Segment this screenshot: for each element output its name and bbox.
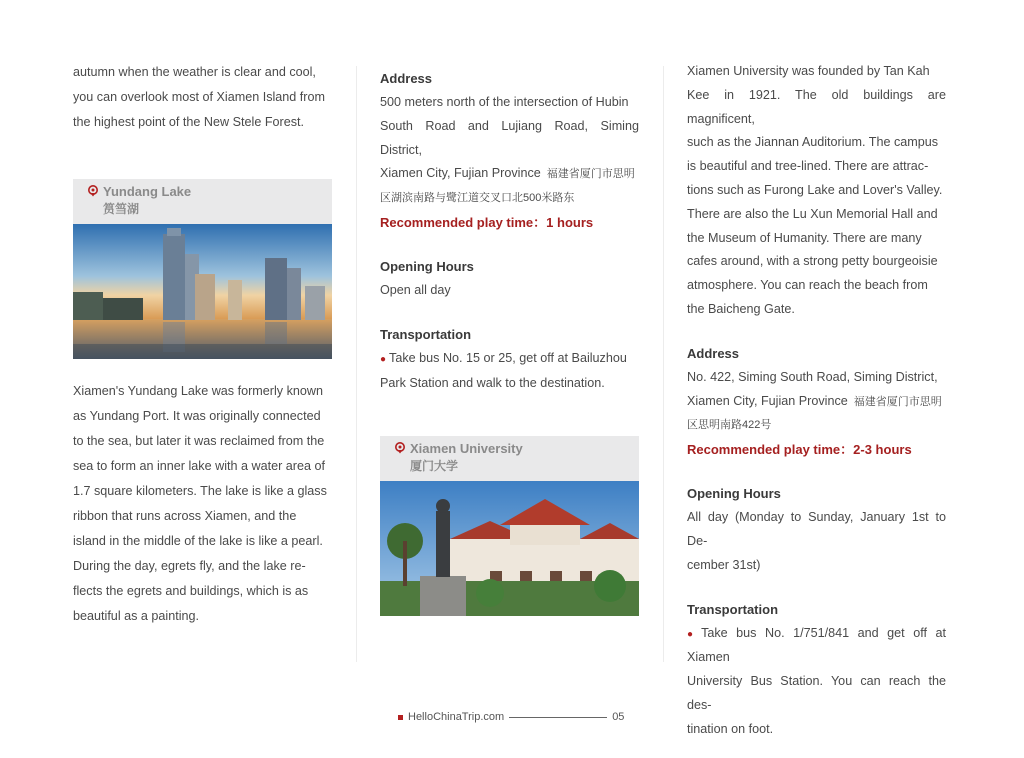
address-line: No. 422, Siming South Road, Siming District, bbox=[687, 369, 938, 384]
body-line: flects the egrets and buildings, which is as bbox=[73, 584, 309, 598]
address-en: Xiamen City, Fujian Province bbox=[687, 393, 848, 408]
intro-line: tions such as Furong Lake and Lover's Valley. bbox=[687, 182, 943, 197]
intro-line: you can overlook most of Xiamen Island from bbox=[73, 90, 325, 104]
intro-line: the Baicheng Gate. bbox=[687, 301, 795, 316]
transport-line: University Bus Station. You can reach the des- bbox=[687, 674, 946, 712]
transportation-heading: Transportation bbox=[380, 326, 472, 342]
address-zh-line: 区思明南路422号 bbox=[687, 419, 772, 432]
intro-line: atmosphere. You can reach the beach from bbox=[687, 278, 928, 293]
bullet-dot-icon: ● bbox=[380, 353, 387, 365]
transport-line bbox=[687, 622, 946, 671]
intro-line: cafes around, with a strong petty bourgeoisie bbox=[687, 254, 938, 269]
location-pin-icon bbox=[87, 185, 99, 197]
opening-hours-line: All day (Monday to Sunday, January 1st to De- bbox=[687, 510, 946, 548]
intro-line: the Museum of Humanity. There are many bbox=[687, 230, 922, 245]
body-line: During the day, egrets fly, and the lake re- bbox=[73, 559, 306, 573]
opening-hours-heading: Opening Hours bbox=[380, 258, 474, 274]
address-heading: Address bbox=[687, 345, 740, 361]
intro-line: such as the Jiannan Auditorium. The campus bbox=[687, 135, 939, 150]
location-pin-icon bbox=[394, 442, 406, 454]
opening-hours-text: Open all day bbox=[380, 282, 451, 297]
column-divider bbox=[356, 66, 357, 662]
address-en: Xiamen City, Fujian Province bbox=[380, 166, 541, 181]
column-3 bbox=[687, 60, 946, 742]
body-line: Xiamen's Yundang Lake was formerly known bbox=[73, 384, 323, 398]
xiamen-university-photo bbox=[380, 481, 639, 616]
opening-hours-heading: Opening Hours bbox=[687, 486, 781, 502]
opening-hours-line: cember 31st) bbox=[687, 557, 761, 572]
address-heading: Address bbox=[380, 71, 433, 86]
address-line: 500 meters north of the intersection of Hubin bbox=[380, 95, 629, 109]
address-zh: 福建省厦门市思明 bbox=[853, 395, 942, 408]
body-line: 1.7 square kilometers. The lake is like a glass bbox=[73, 484, 327, 498]
footer-rule bbox=[509, 717, 607, 718]
intro-line: Kee in 1921. The old buildings are magnificent, bbox=[687, 87, 946, 126]
intro-line: autumn when the weather is clear and cool, bbox=[73, 65, 316, 79]
page-footer bbox=[398, 709, 624, 725]
yundang-lake-caption bbox=[73, 179, 332, 224]
transportation-heading: Transportation bbox=[687, 601, 779, 617]
body-line: to the sea, but later it was reclaimed from the bbox=[73, 434, 325, 448]
address-line bbox=[380, 162, 639, 187]
yundang-lake-photo bbox=[73, 224, 332, 359]
intro-line: the highest point of the New Stele Forest. bbox=[73, 115, 305, 129]
intro-line: Xiamen University was founded by Tan Kah bbox=[687, 64, 930, 78]
transport-line: Park Station and walk to the destination. bbox=[380, 375, 605, 390]
caption-title-en: Xiamen University bbox=[410, 441, 523, 457]
page-number: 05 bbox=[612, 711, 625, 723]
address-line bbox=[687, 390, 946, 415]
intro-line: There are also the Lu Xun Memorial Hall and bbox=[687, 206, 938, 221]
caption-title-zh: 筼筜湖 bbox=[103, 202, 140, 216]
body-line: sea to form an inner lake with a water area of bbox=[73, 459, 326, 473]
address-zh: 福建省厦门市思明 bbox=[546, 168, 635, 181]
body-line: as Yundang Port. It was originally connected bbox=[73, 409, 321, 423]
recommended-play-time: Recommended play time：1 hours bbox=[380, 214, 594, 230]
transport-line: tination on foot. bbox=[687, 721, 774, 736]
xiamen-university-caption bbox=[380, 436, 639, 481]
transport-text: Take bus No. 15 or 25, get off at Bailuzhou bbox=[389, 350, 627, 365]
red-square-icon bbox=[398, 715, 403, 720]
column-2 bbox=[380, 67, 639, 616]
body-line: ribbon that runs across Xiamen, and the bbox=[73, 509, 297, 523]
bullet-dot-icon: ● bbox=[687, 628, 699, 640]
recommended-play-time: Recommended play time：2-3 hours bbox=[687, 442, 912, 458]
address-zh-line: 区湖滨南路与鹭江道交叉口北500米路东 bbox=[380, 192, 575, 205]
caption-title-en: Yundang Lake bbox=[103, 184, 192, 199]
caption-title-zh: 厦门大学 bbox=[410, 459, 459, 474]
body-line: beautiful as a painting. bbox=[73, 609, 200, 623]
address-line: South Road and Lujiang Road, Siming District, bbox=[380, 118, 639, 157]
transport-line bbox=[380, 347, 639, 372]
intro-line: is beautiful and tree-lined. There are attrac- bbox=[687, 159, 929, 174]
column-1 bbox=[73, 60, 332, 629]
footer-site[interactable]: HelloChinaTrip.com bbox=[408, 711, 505, 723]
body-line: island in the middle of the lake is like a pearl. bbox=[73, 534, 323, 548]
column-divider bbox=[663, 66, 664, 662]
transport-text: Take bus No. 1/751/841 and get off at Xiamen bbox=[687, 625, 946, 665]
